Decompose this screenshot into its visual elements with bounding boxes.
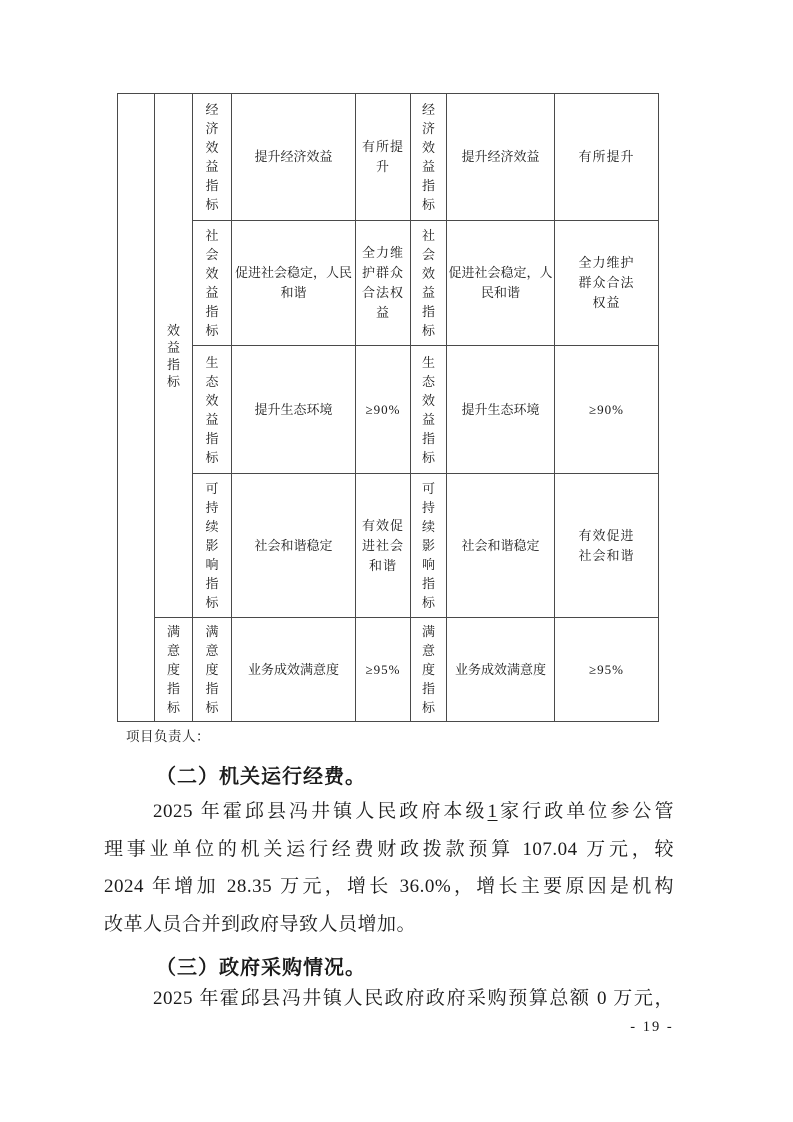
table-row	[118, 221, 659, 346]
target-cell-right: 业务成效满意度	[447, 618, 555, 722]
value-cell-right: 全力维护群众合法权益	[555, 221, 659, 346]
indicator-cell-right: 满意度指标	[411, 618, 447, 722]
target-cell: 业务成效满意度	[232, 618, 356, 722]
left-spacer-cell	[118, 94, 155, 722]
paragraph-line	[104, 793, 674, 831]
indicator-cell: 社会效益指标	[193, 221, 232, 346]
performance-indicator-table	[117, 93, 659, 722]
section-heading-government-procurement: （三）政府采购情况。	[156, 957, 366, 979]
paragraph-line: 理事业单位的机关运行经费财政拨款预算 107.04 万元，较	[104, 838, 674, 860]
target-cell-right: 社会和谐稳定	[447, 474, 555, 618]
underlined-count: 1	[487, 801, 498, 822]
value-cell: 有效促进社会和谐	[356, 474, 411, 618]
line-text-pre: 2025 年霍邱县冯井镇人民政府本级	[153, 801, 488, 822]
indicator-cell: 生态效益指标	[193, 346, 232, 474]
table-row	[118, 618, 659, 722]
target-cell-right: 促进社会稳定，人民和谐	[447, 221, 555, 346]
value-cell-right: ≥95%	[555, 618, 659, 722]
paragraph-line: 改革人员合并到政府导致人员增加。	[104, 913, 417, 935]
benefit-group-label: 效益指标	[166, 322, 180, 389]
target-cell-right: 提升生态环境	[447, 346, 555, 474]
indicator-cell-right: 社会效益指标	[411, 221, 447, 346]
indicator-cell: 经济效益指标	[193, 94, 232, 221]
table-row	[118, 346, 659, 474]
target-cell: 提升经济效益	[232, 94, 356, 221]
page-number: - 19 -	[630, 1019, 674, 1035]
indicator-cell-right: 可持续影响指标	[411, 474, 447, 618]
section-heading-agency-operating-funds: （二）机关运行经费。	[156, 766, 366, 788]
satisfaction-group-label: 满意度指标	[166, 624, 180, 715]
value-cell: ≥90%	[356, 346, 411, 474]
benefit-group-cell	[155, 94, 193, 618]
indicator-cell: 满意度指标	[193, 618, 232, 722]
value-cell-right: 有效促进社会和谐	[555, 474, 659, 618]
indicator-cell: 可持续影响指标	[193, 474, 232, 618]
paragraph-procurement	[104, 980, 674, 1018]
value-cell-right: 有所提升	[555, 94, 659, 221]
value-cell: 有所提升	[356, 94, 411, 221]
target-cell-right: 提升经济效益	[447, 94, 555, 221]
value-cell: ≥95%	[356, 618, 411, 722]
table-row	[118, 94, 659, 221]
paragraph-operating-funds	[104, 793, 674, 943]
value-cell-right: ≥90%	[555, 346, 659, 474]
line-text-post: 家行政单位参公管	[497, 801, 674, 822]
target-cell: 社会和谐稳定	[232, 474, 356, 618]
project-leader-footnote: 项目负责人：	[126, 729, 210, 744]
paragraph-line: 2024 年增加 28.35 万元，增长 36.0%，增长主要原因是机构	[104, 876, 674, 897]
table-row	[118, 474, 659, 618]
paragraph-line: 2025 年霍邱县冯井镇人民政府政府采购预算总额 0 万元，	[153, 988, 674, 1009]
indicator-cell-right: 生态效益指标	[411, 346, 447, 474]
target-cell: 促进社会稳定，人民和谐	[232, 221, 356, 346]
satisfaction-group-cell	[155, 618, 193, 722]
value-cell: 全力维护群众合法权益	[356, 221, 411, 346]
performance-table-wrapper	[117, 93, 659, 722]
indicator-cell-right: 经济效益指标	[411, 94, 447, 221]
target-cell: 提升生态环境	[232, 346, 356, 474]
